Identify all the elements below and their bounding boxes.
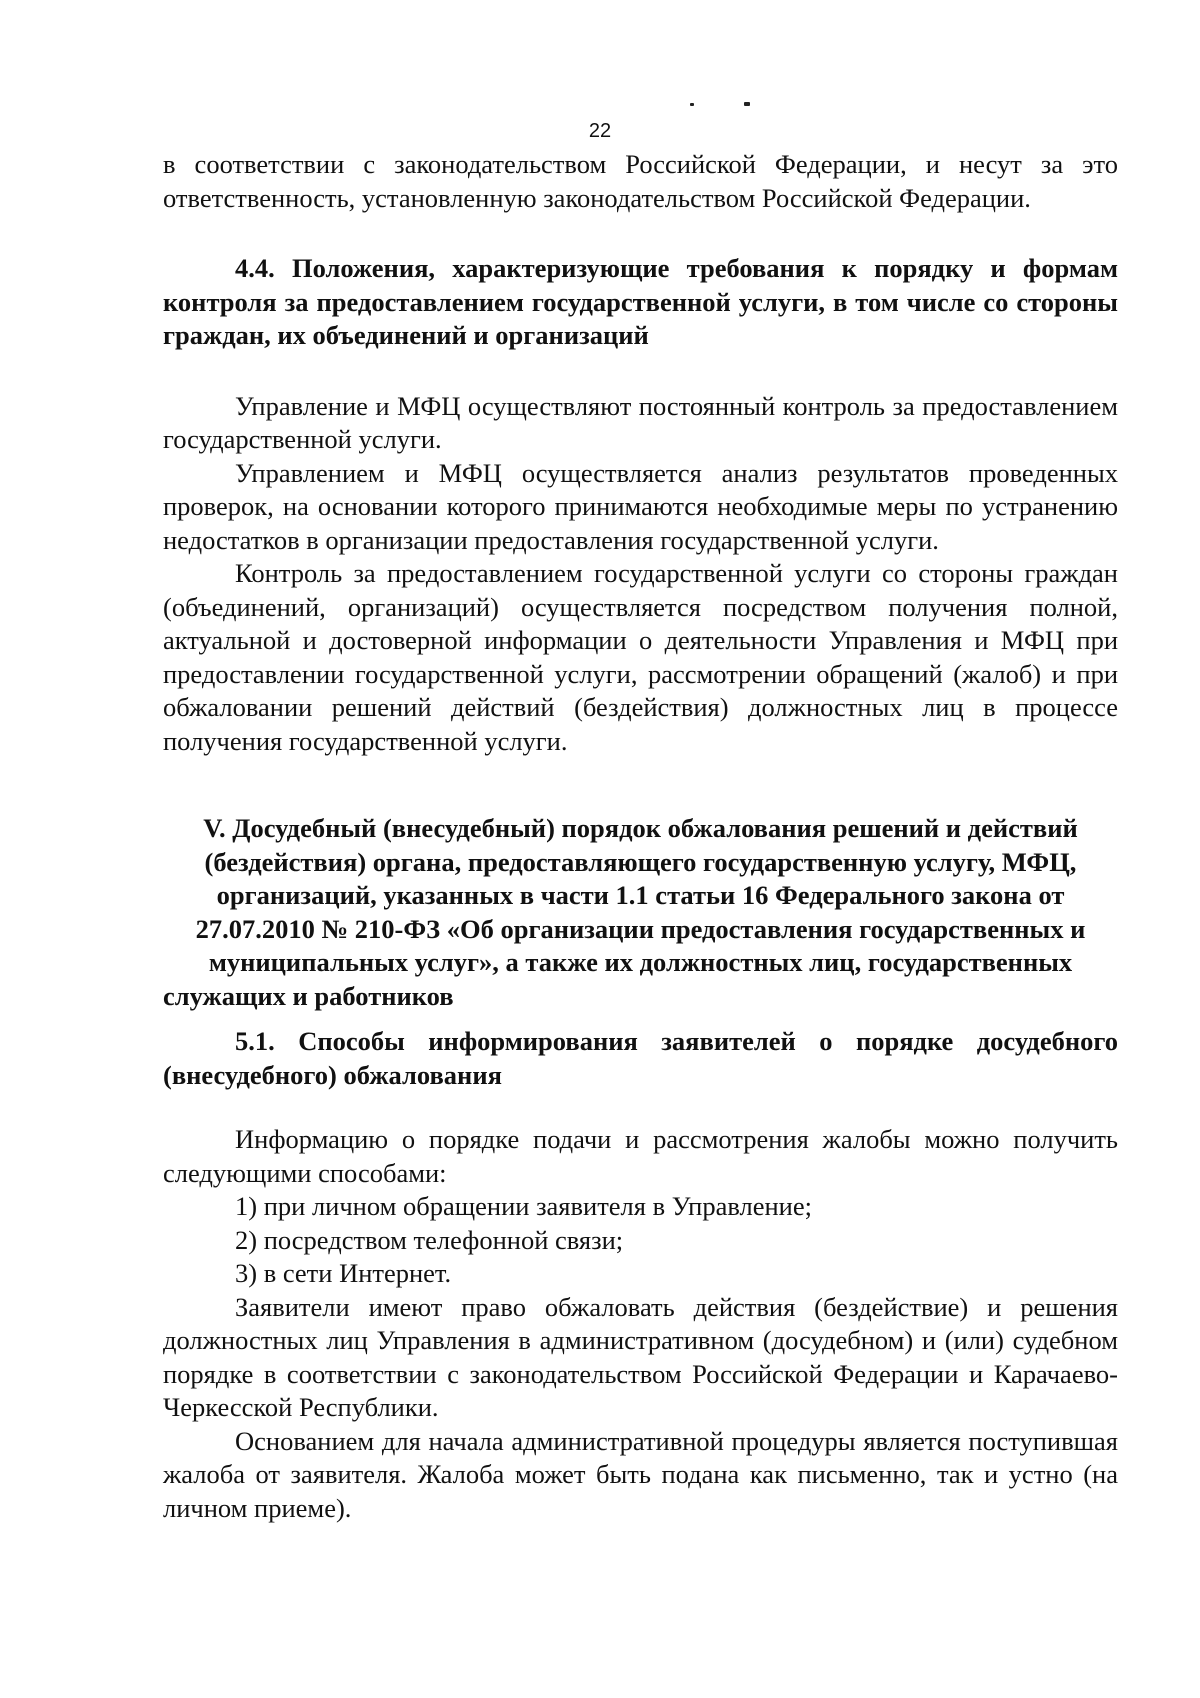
paragraph: Управление и МФЦ осуществляют постоянный контроль за предоставлением государственной услуги. bbox=[163, 390, 1118, 454]
paragraph: Заявители имеют право обжаловать действия (бездействие) и решения должностных лиц Управления в административном (досудебном) и (или) судебном порядке в соответствии с законодательством Российской Федерации и Карачаево-Черкесской Республики. bbox=[163, 1291, 1118, 1422]
scan-speck bbox=[744, 102, 750, 106]
document-body bbox=[163, 148, 1118, 1525]
list-item: 3) в сети Интернет. bbox=[235, 1258, 452, 1288]
paragraph: Управлением и МФЦ осуществляется анализ результатов проведенных проверок, на основании которого принимаются необходимые меры по устранению недостатков в организации предоставления государственной услуги. bbox=[163, 457, 1118, 555]
paragraph: Информацию о порядке подачи и рассмотрения жалобы можно получить следующими способами: bbox=[163, 1124, 1118, 1188]
paragraph: Основанием для начала административной процедуры является поступившая жалоба от заявителя. Жалоба может быть подана как письменно, так и устно (на личном приеме). bbox=[163, 1425, 1118, 1523]
chapter-heading-v: V. Досудебный (внесудебный) порядок обжалования решений и действий (бездействия) органа, предоставляющего государственную услугу, МФЦ, организаций, указанных в части 1.1 статьи 16 Федерального закона от 27.07.2010 № 210-ФЗ «Об организации предоставления государственных и муниципальных услуг», а также их должностных лиц, государственных служащих и работников bbox=[163, 813, 1086, 1011]
section-heading-4-4: 4.4. Положения, характеризующие требования к порядку и формам контроля за предоставлением государственной услуги, в том числе со стороны граждан, их объединений и организаций bbox=[163, 253, 1118, 350]
scan-speck bbox=[690, 103, 694, 106]
section-heading-5-1: 5.1. Способы информирования заявителей о порядке досудебного (внесудебного) обжалования bbox=[163, 1026, 1118, 1090]
paragraph: в соответствии с законодательством Российской Федерации, и несут за это ответственность, установленную законодательством Российской Федерации. bbox=[163, 149, 1118, 213]
page-number: 22 bbox=[588, 120, 612, 142]
paragraph: Контроль за предоставлением государственной услуги со стороны граждан (объединений, организаций) осуществляется посредством получения полной, актуальной и достоверной информации о деятельности Управления и МФЦ при предоставлении государственной услуги, рассмотрении обращений (жалоб) и при обжаловании решений действий (бездействия) должностных лиц в процессе получения государственной услуги. bbox=[163, 558, 1118, 756]
list-item: 1) при личном обращении заявителя в Управление; bbox=[235, 1191, 812, 1221]
list-item: 2) посредством телефонной связи; bbox=[235, 1224, 624, 1255]
